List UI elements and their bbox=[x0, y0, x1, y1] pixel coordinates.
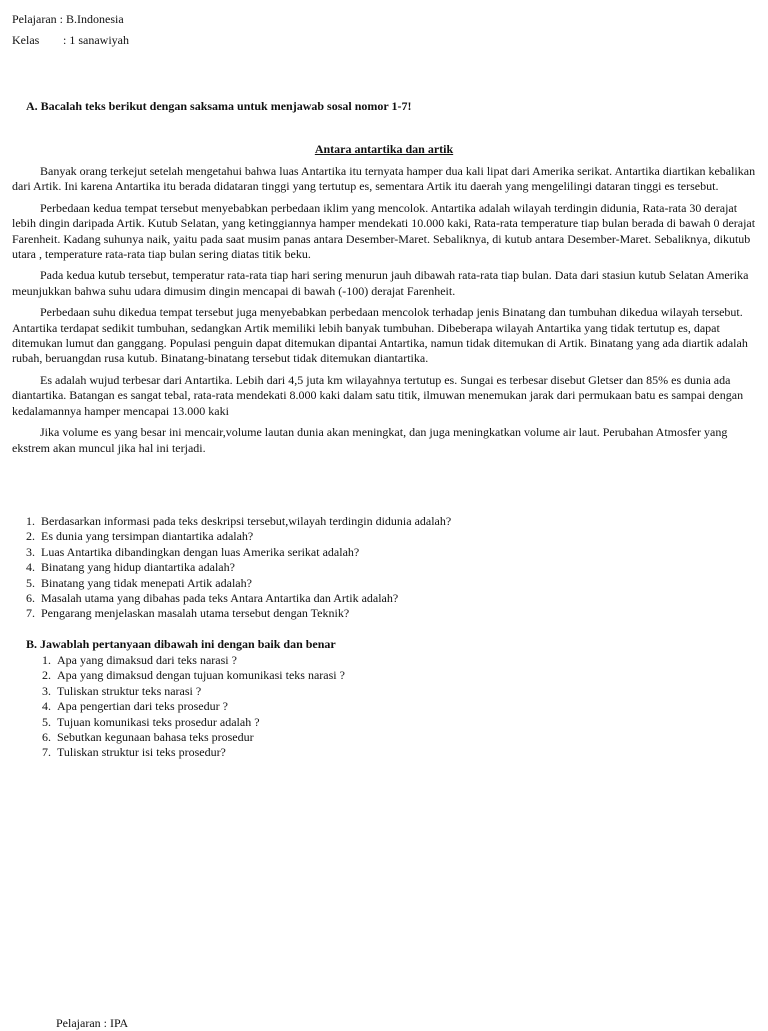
question-text: Apa pengertian dari teks prosedur ? bbox=[57, 699, 228, 714]
section-a-question-list bbox=[26, 514, 452, 622]
question-text: Luas Antartika dibandingkan dengan luas Amerika serikat adalah? bbox=[41, 544, 360, 559]
question-number: 1. bbox=[26, 514, 35, 528]
question-text: Tuliskan struktur teks narasi ? bbox=[57, 683, 202, 698]
list-item bbox=[42, 699, 345, 714]
list-item bbox=[26, 560, 451, 575]
subject-label: Pelajaran bbox=[12, 12, 57, 26]
paragraph: Pada kedua kutub tersebut, temperatur rata-rata tiap hari sering menurun jauh dibawah rata-rata tiap bulan. Data dari stasiun kutub Selatan Amerika meunjukkan bahwa suhu udara dimusim dingin mencapai di bawah (-100) derajat Farenheit. bbox=[12, 268, 749, 298]
question-number: 6. bbox=[42, 730, 51, 745]
list-item bbox=[26, 544, 451, 560]
question-text: Apa yang dimaksud dengan tujuan komunikasi teks narasi ? bbox=[57, 668, 345, 683]
paragraph: Es adalah wujud terbesar dari Antartika. Lebih dari 4,5 juta km wilayahnya tertutup es. Sungai es terbesar disebut Gletser dan 85% es dunia ada diantartika. Batangan es sangat tebal, rata-rata mendekati 8.000 kaki dalam satu titik, ilmuwan menemukan jarak dari permukaan batu es sampai dengan kedalamannya hamper mencapai 13.000 kaki bbox=[12, 372, 744, 418]
question-text: Tujuan komunikasi teks prosedur adalah ? bbox=[57, 714, 260, 729]
list-item bbox=[42, 714, 345, 730]
question-number: 5. bbox=[26, 575, 35, 590]
question-text: Apa yang dimaksud dari teks narasi ? bbox=[57, 653, 237, 667]
list-item bbox=[26, 514, 452, 529]
next-subject-line: Pelajaran : IPA bbox=[56, 1016, 129, 1030]
list-item bbox=[42, 683, 345, 699]
question-number: 2. bbox=[42, 668, 51, 683]
section-a-heading: A. Bacalah teks berikut dengan saksama untuk menjawab sosal nomor 1-7! bbox=[26, 99, 412, 113]
question-number: 2. bbox=[26, 529, 35, 544]
class-line bbox=[12, 33, 129, 48]
paragraph: Perbedaan kedua tempat tersebut menyebabkan perbedaan iklim yang mencolok. Antartika adalah wilayah terdingin didunia, Rata-rata 30 derajat lebih dingin daripada Artik. Kutub Selatan, yang ketinggiannya hamper mendekati 10.000 kaki, Rata-rata temperature tiap bulan berada di bawah 0 derajat Farenheit. Kadang suhunya naik, yaitu pada saat musim panas antara Desember-Maret. Sebaliknya, di kutub antara Desember-Maret. Sebaliknya, dikutub utara , temperature rata-rata tiap bulan sering diatas titik beku. bbox=[12, 200, 756, 262]
paragraph: Perbedaan suhu dikedua tempat tersebut juga menyebabkan perbedaan mencolok terhadap jenis Binatang dan tumbuhan dikedua wilayah tersebut. Antartika terdapat sedikit tumbuhan, sedangkan Artik memiliki lebih banyak tumbuhan. Dibeberapa wilayah Antartika yang tidak tertutup es, dapat ditemukan lumut dan ganggang. Populasi penguin dapat ditemukan dipantai Antartika, namun tidak ditemukan di Artik. Binatang yang ada diartik adalah rubah, beruangdan rusa kutub. Binatang-binatang tersebut tidak ditemukan diantartika. bbox=[12, 305, 748, 366]
question-text: Binatang yang tidak menepati Artik adalah? bbox=[41, 575, 252, 590]
question-text: Tuliskan struktur isi teks prosedur? bbox=[57, 745, 226, 760]
question-number: 5. bbox=[42, 714, 51, 729]
question-number: 4. bbox=[26, 560, 35, 575]
paragraph: Jika volume es yang besar ini mencair,volume lautan dunia akan meningkat, dan juga meningkatkan volume air laut. Perubahan Atmosfer yang ekstrem akan muncul jika hal ini terjadi. bbox=[12, 425, 728, 455]
section-b-heading: B. Jawablah pertanyaan dibawah ini dengan baik dan benar bbox=[26, 637, 336, 651]
list-item bbox=[42, 730, 345, 745]
list-item bbox=[26, 606, 451, 621]
question-text: Berdasarkan informasi pada teks deskripsi tersebut,wilayah terdingin didunia adalah? bbox=[41, 514, 452, 528]
list-item bbox=[42, 668, 345, 683]
question-number: 3. bbox=[42, 683, 51, 698]
subject-line bbox=[12, 12, 124, 27]
list-item bbox=[42, 745, 345, 760]
question-text: Binatang yang hidup diantartika adalah? bbox=[41, 560, 235, 575]
list-item bbox=[42, 653, 345, 668]
list-item bbox=[26, 575, 451, 591]
question-number: 1. bbox=[42, 653, 51, 667]
class-value: : 1 sanawiyah bbox=[63, 33, 129, 47]
article-body bbox=[12, 164, 758, 462]
subject-value: : B.Indonesia bbox=[59, 12, 124, 26]
class-label: Kelas bbox=[12, 33, 40, 47]
article-title: Antara antartika dan artik bbox=[314, 142, 454, 156]
paragraph: Banyak orang terkejut setelah mengetahui bahwa luas Antartika itu ternyata hamper dua kali lipat dari Amerika serikat. Antartika diartikan kebalikan dari Artik. Ini karena Antartika itu berada didataran tinggi yang tertutup es, sementara Artik itu daerah yang mengelilingi dataran tinggi es tersebut. bbox=[12, 164, 756, 194]
question-number: 6. bbox=[26, 591, 35, 606]
question-text: Es dunia yang tersimpan diantartika adalah? bbox=[41, 529, 254, 544]
question-text: Sebutkan kegunaan bahasa teks prosedur bbox=[57, 730, 254, 745]
list-item bbox=[26, 591, 451, 606]
question-number: 4. bbox=[42, 699, 51, 714]
question-text: Pengarang menjelaskan masalah utama tersebut dengan Teknik? bbox=[41, 606, 350, 621]
question-number: 3. bbox=[26, 544, 35, 559]
section-b-question-list bbox=[42, 653, 345, 761]
list-item bbox=[26, 529, 451, 544]
question-number: 7. bbox=[42, 745, 51, 760]
question-number: 7. bbox=[26, 606, 35, 621]
question-text: Masalah utama yang dibahas pada teks Antara Antartika dan Artik adalah? bbox=[41, 591, 399, 606]
